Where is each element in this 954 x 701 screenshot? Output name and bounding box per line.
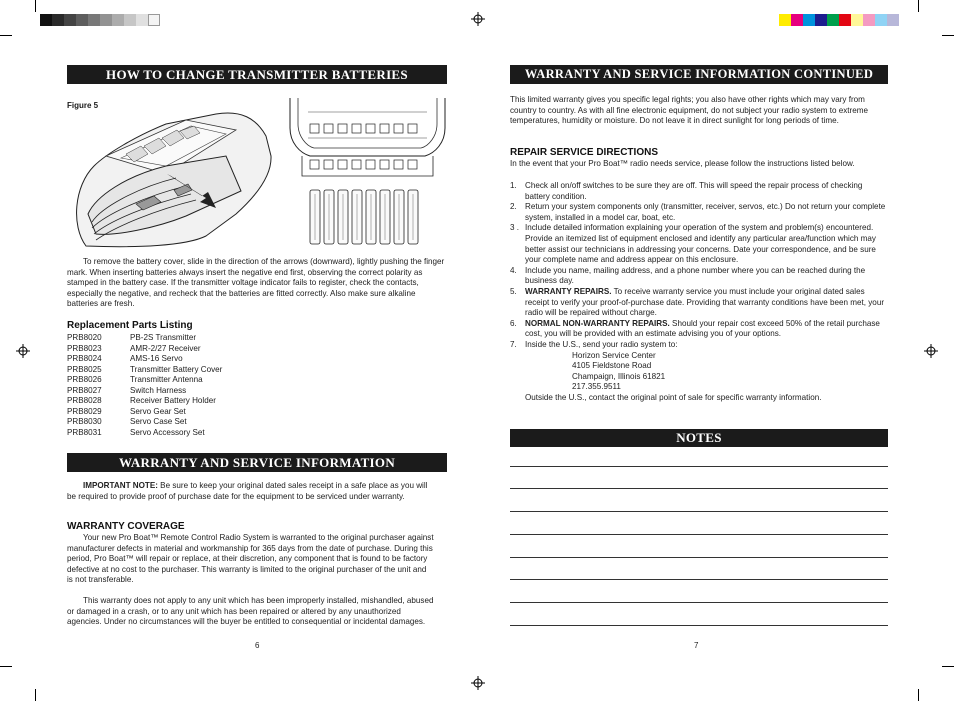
outside-us-text: Outside the U.S., contact the original point of sale for specific warranty information. — [525, 392, 822, 402]
cmyk-color-bar — [779, 14, 899, 26]
note-line — [510, 488, 888, 489]
section-header-warranty-continued: WARRANTY AND SERVICE INFORMATION CONTINUED — [510, 65, 888, 84]
note-line — [510, 511, 888, 512]
note-line — [510, 557, 888, 558]
address-line: 4105 Fieldstone Road — [572, 361, 652, 371]
note-line — [510, 534, 888, 535]
list-item: 3 . Include detailed information explaining your operation of the system and problem(s) encountered. Provide an itemized list of equipment enclosed and identify any particular area/function which may better assist our technicians in addressing your concerns. Date your correspondence, and be sure your complete name and address appear on this enclosure. — [510, 223, 876, 265]
important-label: IMPORTANT NOTE: — [83, 481, 158, 490]
list-item: 4. Include you name, mailing address, and a phone number where you can be reached during the business day. — [510, 265, 866, 286]
parts-heading: Replacement Parts Listing — [67, 320, 193, 331]
repair-steps-list — [510, 181, 888, 403]
address-line: Champaign, Illinois 61821 — [572, 371, 666, 381]
repair-heading: REPAIR SERVICE DIRECTIONS — [510, 147, 658, 158]
note-line — [510, 625, 888, 626]
parts-row: PRB8029 Servo Gear Set — [67, 406, 186, 416]
crop-mark — [0, 666, 12, 667]
parts-row: PRB8026 Transmitter Antenna — [67, 375, 203, 384]
figure-label: Figure 5 — [67, 101, 99, 110]
battery-instructions: To remove the battery cover, slide in the direction of the arrows (downward), lightly pushing the finger mark. When inserting batteries always insert the negative end first, observing the correct polarity as stamped in the battery case. If the transmitter voltage indicator fails to register, check the contacts, especially the negative, and recheck that the batteries are fitted correctly. Also make sure alkaline batteries are fresh. — [67, 257, 445, 309]
address-line: Horizon Service Center — [572, 350, 656, 360]
parts-row: PRB8030 Servo Case Set — [67, 417, 187, 426]
note-line — [510, 602, 888, 603]
crop-mark — [942, 35, 954, 36]
parts-list — [67, 333, 222, 438]
list-item: 7. Inside the U.S., send your radio system to: — [510, 339, 678, 349]
parts-row: PRB8027 Switch Harness — [67, 385, 187, 395]
transmitter-back-illustration — [66, 96, 276, 248]
registration-mark — [471, 676, 485, 690]
coverage-text: Your new Pro Boat™ Remote Control Radio System is warranted to the original purchaser against manufacturer defects in material and workmanship for 365 days from the date of purchase. During this period, Pro Boat™ will repair or replace, at their discretion, any component that is found to be factory defective at no cost to the purchaser. This warranty is limited to the original purchaser of the unit and is not transferable. — [67, 533, 434, 585]
exclusion-text: This warranty does not apply to any unit which has been improperly installed, mishandled, abused or damaged in a crash, or to any unit which has been repaired or altered by any unauthorized agencies. Under no circumstances will the buyer be entitled to consequential or incidental damages. — [67, 596, 434, 627]
list-item: 5. WARRANTY REPAIRS. To receive warranty service you must include your original dated sales receipt to verify your proof-of-purchase date. Providing that warranty conditions have been met, your radio will be repaired without charge. — [510, 286, 885, 318]
list-item: 6. NORMAL NON-WARRANTY REPAIRS. Should your repair cost exceed 50% of the retail purchase cost, you will be provided with an estimate advising you of your options. — [510, 318, 880, 339]
crop-mark — [942, 666, 954, 667]
parts-row: PRB8024 AMS-16 Servo — [67, 354, 183, 363]
repair-intro: In the event that your Pro Boat™ radio needs service, please follow the instructions listed below. — [510, 159, 855, 168]
registration-mark — [471, 12, 485, 26]
parts-row: PRB8023 AMR-2/27 Receiver — [67, 343, 201, 353]
crop-mark — [35, 689, 36, 701]
page-number-left: 6 — [255, 641, 260, 650]
section-header-notes: NOTES — [510, 429, 888, 447]
section-header-warranty: WARRANTY AND SERVICE INFORMATION — [67, 453, 447, 472]
crop-mark — [0, 35, 12, 36]
crop-mark — [35, 0, 36, 12]
parts-row: PRB8025 Transmitter Battery Cover — [67, 364, 223, 374]
list-item: 2. Return your system components only (transmitter, receiver, servos, etc.) Do not return your complete system, installed in a model car, boat, etc. — [510, 202, 886, 222]
address-line: 217.355.9511 — [572, 382, 621, 392]
grayscale-color-bar — [40, 14, 160, 26]
service-address — [510, 351, 888, 393]
note-line — [510, 466, 888, 467]
battery-compartment-illustration — [280, 98, 455, 248]
parts-row: PRB8028 Receiver Battery Holder — [67, 396, 216, 405]
important-note: IMPORTANT NOTE: Be sure to keep your original dated sales receipt in a safe place as you will be required to provide proof of purchase date for the equipment to be serviced under warranty. — [67, 481, 428, 501]
note-line — [510, 579, 888, 580]
crop-mark — [918, 689, 919, 701]
section-header-batteries: HOW TO CHANGE TRANSMITTER BATTERIES — [67, 65, 447, 84]
registration-mark — [924, 344, 938, 358]
parts-row: PRB8020 PB-2S Transmitter — [67, 333, 197, 342]
crop-mark — [918, 0, 919, 12]
page-number-right: 7 — [694, 641, 699, 650]
parts-row: PRB8031 Servo Accessory Set — [67, 427, 205, 437]
registration-mark — [16, 344, 30, 358]
list-item: 1. Check all on/off switches to be sure they are off. This will speed the repair process of checking battery condition. — [510, 181, 863, 201]
coverage-heading: WARRANTY COVERAGE — [67, 521, 185, 532]
rights-text: This limited warranty gives you specific legal rights; you also have other rights which may vary from country to country. As with all fine electronic equipment, do not subject your radio system to extreme temperatures, humidity or moisture. Do not leave it in direct sunlight for long periods of time. — [510, 95, 868, 126]
